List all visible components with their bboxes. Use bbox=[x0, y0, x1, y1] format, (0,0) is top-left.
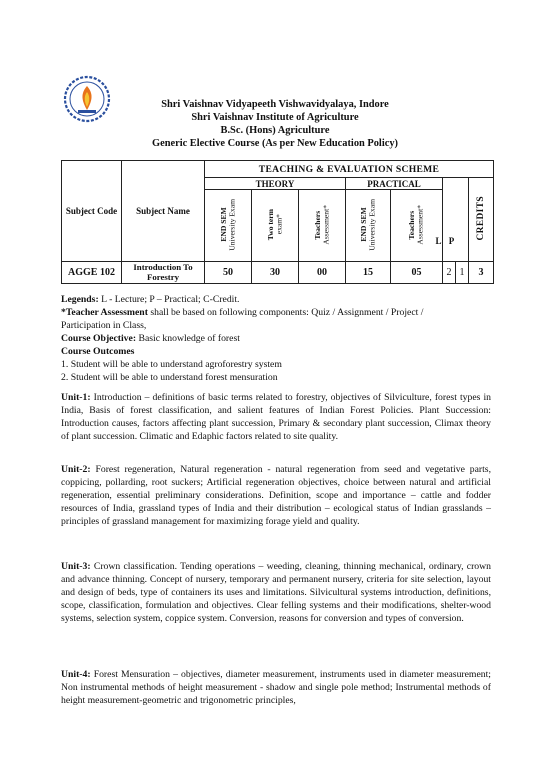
cell-l: 2 bbox=[443, 262, 456, 284]
table-row bbox=[62, 262, 494, 284]
course-type: Generic Elective Course (As per New Education Policy) bbox=[152, 138, 398, 149]
cell-teachers-theory: 00 bbox=[299, 262, 346, 284]
teacher-assessment-note: *Teacher Assessment shall be based on following components: Quiz / Assignment / Project / bbox=[61, 307, 424, 318]
program-name: B.Sc. (Hons) Agriculture bbox=[220, 125, 330, 136]
cell-subject-name: Introduction To Forestry bbox=[122, 262, 205, 284]
col-teachers-assessment-theory: Teachers Assessment* bbox=[299, 190, 346, 262]
l-header: L bbox=[435, 236, 442, 246]
cell-end-sem-theory: 50 bbox=[205, 262, 252, 284]
course-outcome-item: 2. Student will be able to understand forest mensuration bbox=[61, 372, 278, 383]
practical-header: PRACTICAL bbox=[346, 178, 443, 190]
col-end-sem-practical: END SEM University Exam bbox=[346, 190, 391, 262]
col-teachers-assessment-practical: Teachers Assessment* bbox=[391, 190, 443, 262]
legends: Legends: L - Lecture; P – Practical; C-Credit. bbox=[61, 294, 240, 305]
unit-3-paragraph: Unit-3: Crown classification. Tending operations – weeding, cleaning, thinning mechanical, ordinary, crown and advance thinning. Concept of nursery, temporary and permanent nursery, criteria for site selection, layout and design of beds, type of containers its uses and limitations. Silvicultural systems introduction, definitions, scope, classification, formulation and objectives. Clear felling systems and their modifications, shelter-wood systems, selection system, coppice system. Conversion, reasons for conversion and types of conversion. bbox=[61, 561, 491, 625]
subject-code-header: Subject Code bbox=[62, 161, 122, 262]
credits-header: CREDITS bbox=[469, 178, 494, 262]
cell-subject-code: AGGE 102 bbox=[62, 262, 122, 284]
teaching-evaluation-scheme-table bbox=[61, 160, 494, 284]
col-end-sem-theory: END SEM University Exam bbox=[205, 190, 252, 262]
cell-teachers-practical: 05 bbox=[391, 262, 443, 284]
cell-credits: 3 bbox=[469, 262, 494, 284]
unit-4-paragraph: Unit-4: Forest Mensuration – objectives, diameter measurement, instruments used in diameter measurement; Non instrumental methods of height measurement - shadow and single pole method; Instrumental methods of height measurement-geometric and trigonometric principles, bbox=[61, 669, 491, 707]
institute-name: Shri Vaishnav Institute of Agriculture bbox=[191, 112, 359, 123]
teacher-assessment-note-cont: Participation in Class, bbox=[61, 320, 147, 331]
unit-2-paragraph: Unit-2: Forest regeneration, Natural regeneration - natural regeneration from seed and vegetative parts, coppicing, pollarding, root suckers; Artificial regeneration objectives, choice between natural and artificial regeneration, essential preliminary considerations. Definition, scope and importance – cattle and fodder resources of India, grassland types of India and their distribution – ecological status of Indian grasslands – principles of grassland management for maximizing forage yield and quality. bbox=[61, 464, 491, 528]
university-name: Shri Vaishnav Vidyapeeth Vishwavidyalaya, Indore bbox=[161, 99, 389, 110]
theory-header: THEORY bbox=[205, 178, 346, 190]
col-two-term-exam: Two term exam* bbox=[252, 190, 299, 262]
subject-name-header: Subject Name bbox=[122, 161, 205, 262]
unit-1-paragraph: Unit-1: Introduction – definitions of basic terms related to forestry, objectives of Silviculture, forest types in India, Basis of forest classification, and salient features of Indian Forest Policies. Plant Succession: Introduction causes, factors affecting plant succession, Primary & secondary plant succession, Climax theory of plant succession. Climatic and Edaphic factors related to site quality. bbox=[61, 392, 491, 443]
cell-end-sem-practical: 15 bbox=[346, 262, 391, 284]
p-header: P bbox=[448, 236, 455, 246]
scheme-title: TEACHING & EVALUATION SCHEME bbox=[205, 161, 494, 178]
course-objective: Course Objective: Basic knowledge of forest bbox=[61, 333, 240, 344]
cell-two-term: 30 bbox=[252, 262, 299, 284]
cell-p: 1 bbox=[456, 262, 469, 284]
course-outcome-item: 1. Student will be able to understand agroforestry system bbox=[61, 359, 282, 370]
course-outcomes-heading: Course Outcomes bbox=[61, 346, 135, 357]
